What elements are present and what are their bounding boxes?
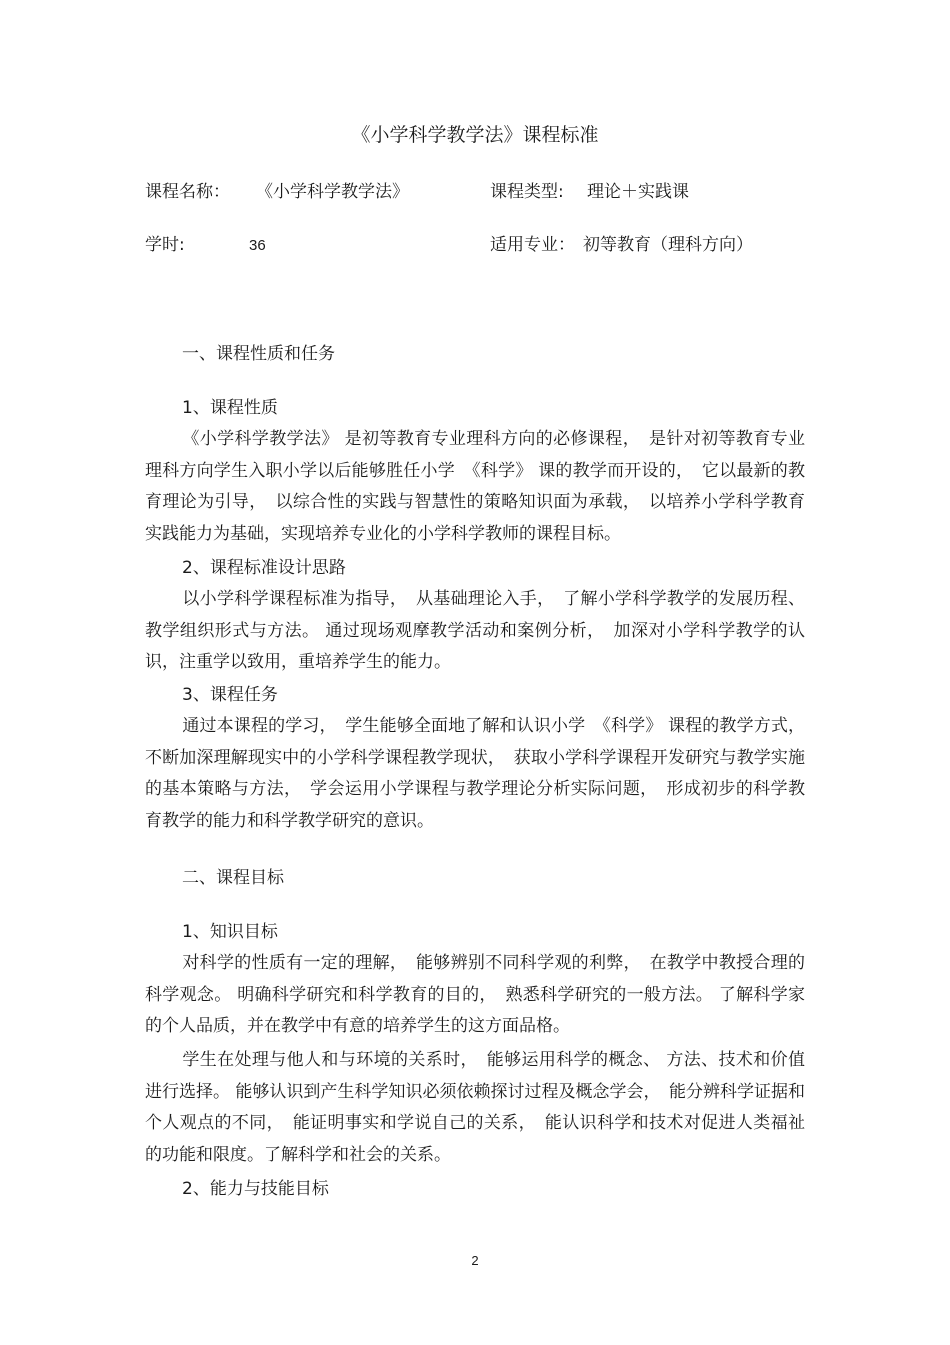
subheading-ability-goals: 2、能力与技能目标 [182, 1179, 329, 1199]
paragraph-course-nature: 《小学科学教学法》 是初等教育专业理科方向的必修课程， 是针对初等教育专业理科方向学生入职小学以后能够胜任小学 《科学》 课的教学而开设的， 它以最新的教育理论为引导， 以综合性的实践与智慧性的策略知识面为承载， 以培养小学科学教育实践能力为基础，实现培养专业化的小学科学教师的课程目标。 [145, 429, 805, 544]
course-type-value: 理论＋实践课 [587, 182, 689, 202]
paragraph-design-approach: 以小学科学课程标准为指导， 从基础理论入手， 了解小学科学教学的发展历程、教学组织形式与方法。 通过现场观摩教学活动和案例分析， 加深对小学科学教学的认识，注重学以致用，重培养学生的能力。 [145, 589, 805, 672]
course-type-label: 课程类型: [490, 182, 564, 202]
major-label: 适用专业： [490, 235, 575, 255]
document-title: 《小学科学教学法》课程标准 [351, 124, 599, 146]
subheading-knowledge-goals: 1、知识目标 [182, 922, 278, 942]
section-heading-goals: 二、课程目标 [182, 868, 284, 888]
paragraph-knowledge-goals-1: 对科学的性质有一定的理解， 能够辨别不同科学观的利弊， 在教学中教授合理的科学观念。 明确科学研究和科学教育的目的， 熟悉科学研究的一般方法。 了解科学家的个人品质，并在教学中有意的培养学生的这方面品格。 [145, 953, 805, 1036]
major-value: 初等教育（理科方向） [583, 235, 753, 255]
course-name-label: 课程名称： [145, 182, 230, 202]
paragraph-knowledge-goals-2: 学生在处理与他人和与环境的关系时， 能够运用科学的概念、 方法、技术和价值进行选择。 能够认识到产生科学知识必须依赖探讨过程及概念学会， 能分辨科学证据和个人观点的不同， 能证明事实和学说自己的关系， 能认识科学和技术对促进人类福祉的功能和限度。了解科学和社会的关系。 [145, 1050, 805, 1165]
hours-label: 学时: [145, 235, 185, 255]
paragraph-course-tasks: 通过本课程的学习， 学生能够全面地了解和认识小学 《科学》 课程的教学方式，不断加深理解现实中的小学科学课程教学现状， 获取小学科学课程开发研究与教学实施的基本策略与方法， 学会运用小学课程与教学理论分析实际问题， 形成初步的科学教育教学的能力和科学教学研究的意识。 [145, 716, 805, 831]
hours-value: 36 [249, 237, 266, 254]
subheading-course-tasks: 3、课程任务 [182, 685, 278, 705]
page-number: 2 [471, 1253, 479, 1268]
section-heading-nature-tasks: 一、课程性质和任务 [182, 344, 335, 364]
subheading-course-nature: 1、课程性质 [182, 398, 278, 418]
course-name-value: 《小学科学教学法》 [256, 182, 409, 202]
subheading-design-approach: 2、课程标准设计思路 [182, 558, 346, 578]
